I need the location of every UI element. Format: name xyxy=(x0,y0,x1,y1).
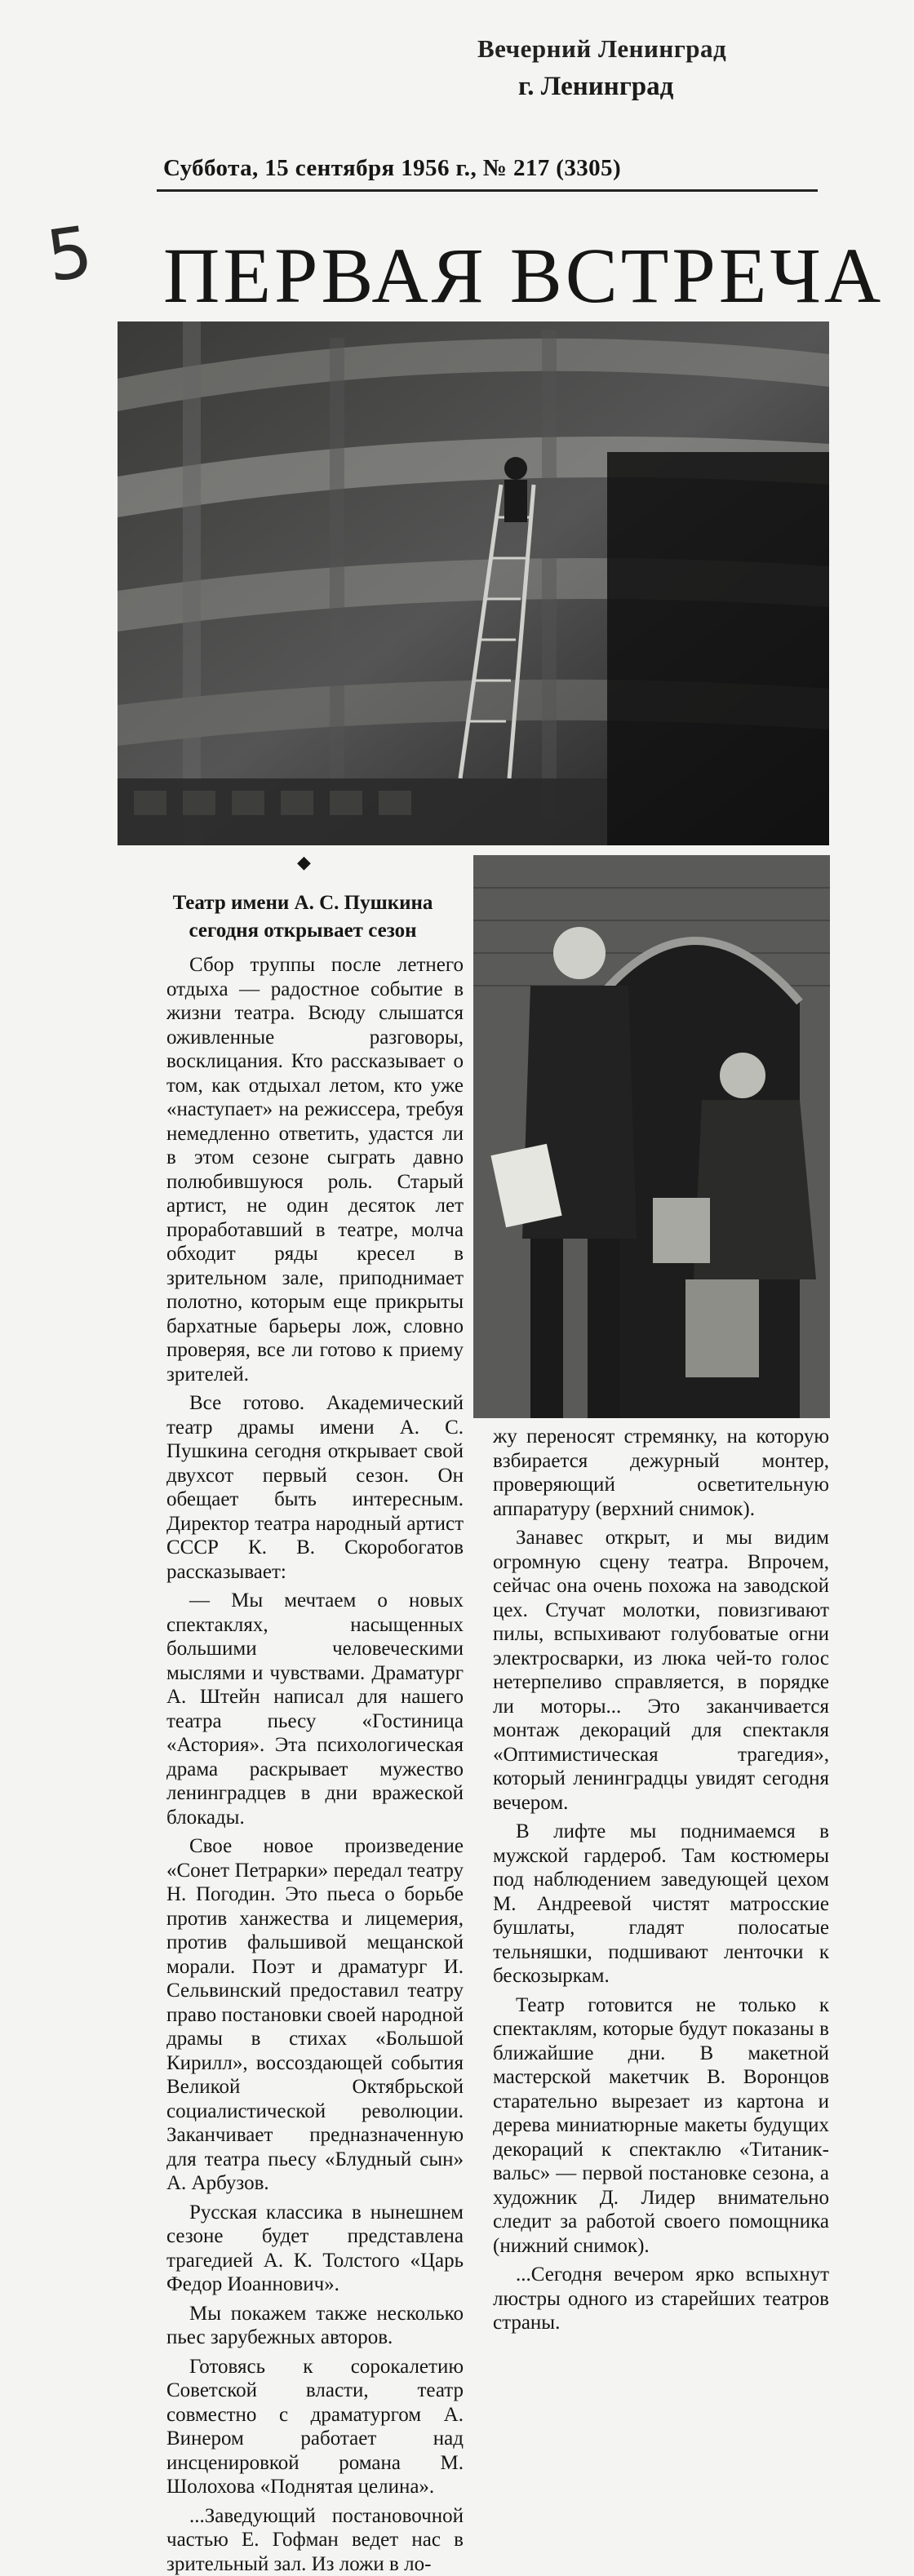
article-paragraph: ...Заведующий постановочной частью Е. Гофман ведет нас в зрительный зал. Из ложи в ло- xyxy=(166,2504,464,2576)
article-paragraph: Свое новое произведение «Сонет Петрарки» передал театру Н. Погодин. Это пьеса о борьбе против ханжества и лицемерия, против фальшивой мещанской морали. Поэт и драматург И. Сельвинский предоставил театру право постановки своей народной драмы в стихах «Большой Кирилл», воссоздающей события Великой Октябрьской социалистической революции. Заканчивает предназначенную для театра пьесу «Блудный сын» А. Арбузов. xyxy=(166,1834,464,2196)
photo-auditorium xyxy=(118,321,829,845)
masthead-city: г. Ленинград xyxy=(518,72,673,102)
article-paragraph: Занавес открыт, и мы видим огромную сцену театра. Впрочем, сейчас она очень похожа на заводской цех. Стучат молотки, повизгивают пилы, вспыхивают голубоватые огни электросварки, из люка чей-то голос нетерпеливо справляется, в порядке ли моторы... Это заканчивается монтаж декораций для спектакля «Оптимистическая трагедия», который ленинградцы увидят сегодня вечером. xyxy=(493,1526,829,1815)
article-column-left xyxy=(166,953,464,2234)
header-rule xyxy=(157,189,818,192)
ornament-diamond: ◆ xyxy=(297,852,311,873)
article-paragraph: Все готово. Академический театр драмы имени А. С. Пушкина сегодня открывает свой двухсот первый сезон. Он обещает быть интересным. Директор театра народный артист СССР К. В. Скоробогатов рассказывает: xyxy=(166,1391,464,1584)
article-column-right xyxy=(493,1425,829,2241)
subheadline-line-2: сегодня открывает сезон xyxy=(144,917,462,945)
masthead-paper-name: Вечерний Ленинград xyxy=(477,34,726,64)
article-paragraph: В лифте мы поднимаемся в мужской гардероб. Там костюмеры под наблюдением заведующей цехом М. Андреевой чистят матросские бушлаты, гладят полосатые тельняшки, подшивают ленточки к бескозыркам. xyxy=(493,1820,829,1989)
article-paragraph: Готовясь к сорокалетию Советской власти, театр совместно с драматургом А. Винером работает над инсценировкой романа М. Шолохова «Поднятая целина». xyxy=(166,2355,464,2499)
article-paragraph: — Мы мечтаем о новых спектаклях, насыщенных большими человеческими мыслями и чувствами. Драматург А. Штейн написал для нашего театра пьесу «Гостиница «Астория». Эта психологическая драма раскрывает мужество ленинградцев в дни вражеской блокады. xyxy=(166,1589,464,1829)
subheadline-line-1: Театр имени А. С. Пушкина xyxy=(144,889,462,917)
article-paragraph: ...Сегодня вечером ярко вспыхнут люстры одного из старейших театров страны. xyxy=(493,2263,829,2335)
article-paragraph: жу переносят стремянку, на которую взбирается дежурный монтер, проверяющий осветительную аппаратуру (верхний снимок). xyxy=(493,1425,829,1521)
subheadline xyxy=(144,889,462,945)
handwritten-margin-mark: 5 xyxy=(42,211,97,299)
headline: ПЕРВАЯ ВСТРЕЧА xyxy=(163,230,808,321)
article-paragraph: Русская классика в нынешнем сезоне будет представлена трагедией А. К. Толстого «Царь Федор Иоаннович». xyxy=(166,2201,464,2297)
photo-model-workshop xyxy=(473,855,830,1418)
dateline: Суббота, 15 сентября 1956 г., № 217 (3305) xyxy=(163,155,621,182)
article-paragraph: Мы покажем также несколько пьес зарубежных авторов. xyxy=(166,2302,464,2350)
article-paragraph: Сбор труппы после летнего отдыха — радостное событие в жизни театра. Всюду слышатся оживленные разговоры, восклицания. Кто рассказывает о том, как отдыхал летом, кто уже «наступает» на режиссера, требуя немедленно ответить, удастся ли в этом сезоне сыграть давно полюбившуюся роль. Старый артист, не один десяток лет проработавший в театре, молча обходит ряды кресел в зрительном зале, приподнимает полотно, которым еще прикрыты бархатные барьеры лож, словно проверяя, все ли готово к приему зрителей. xyxy=(166,953,464,1386)
article-paragraph: Театр готовится не только к спектаклям, которые будут показаны в ближайшие дни. В макетной мастерской макетчик В. Воронцов старательно вырезает из картона и дерева миниатюрные макеты будущих декораций к спектаклю «Титаник-вальс» — первой постановке сезона, а художник Д. Лидер внимательно следит за работой своего помощника (нижний снимок). xyxy=(493,1993,829,2259)
